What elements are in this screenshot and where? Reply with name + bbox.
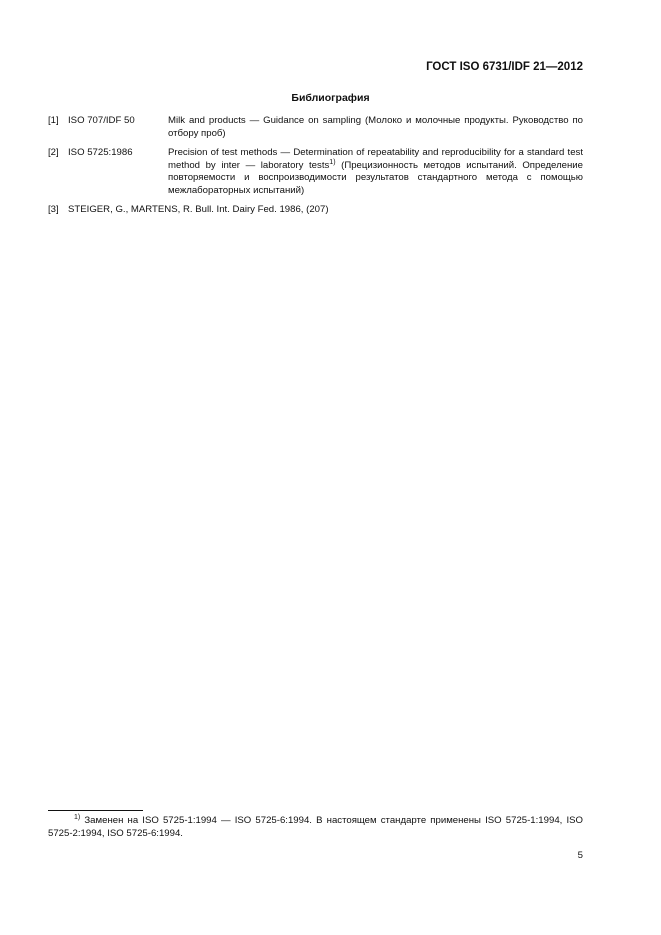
footnote	[48, 815, 583, 840]
document-header: ГОСТ ISO 6731/IDF 21—2012	[426, 61, 583, 73]
footnote-separator	[48, 810, 143, 811]
reference-text	[168, 147, 583, 197]
reference-item	[48, 115, 583, 140]
page-number: 5	[577, 850, 583, 861]
section-title: Библиография	[291, 92, 370, 104]
reference-text: STEIGER, G., MARTENS, R. Bull. Int. Dairy Fed. 1986, (207)	[68, 204, 329, 215]
reference-number: [2]	[48, 147, 59, 158]
footnote-marker: 1)	[74, 814, 81, 821]
reference-text: Milk and products — Guidance on sampling (Молоко и молочные продукты. Руководство по отбору проб)	[168, 115, 583, 139]
reference-number: [3]	[48, 204, 59, 215]
footnote-text: Заменен на ISO 5725-1:1994 — ISO 5725-6:1994. В настоящем стандарте применены ISO 5725-1:1994, ISO 5725-2:1994, ISO 5725-6:1994.	[48, 815, 583, 839]
reference-code: ISO 707/IDF 50	[68, 115, 135, 126]
reference-number: [1]	[48, 115, 59, 126]
reference-text-main: Precision of test methods — Determination of repeatability and reproducibility for a standard test method by inter — laboratory tests	[168, 147, 583, 171]
footnote-marker: 1)	[329, 158, 336, 166]
reference-item	[48, 147, 583, 197]
reference-code: ISO 5725:1986	[68, 147, 133, 158]
reference-text-translation: (Прецизионность методов испытаний. Определение повторяемости и воспроизводимости результатов стандартного метода с помощью межлабораторных испытаний)	[168, 159, 583, 196]
